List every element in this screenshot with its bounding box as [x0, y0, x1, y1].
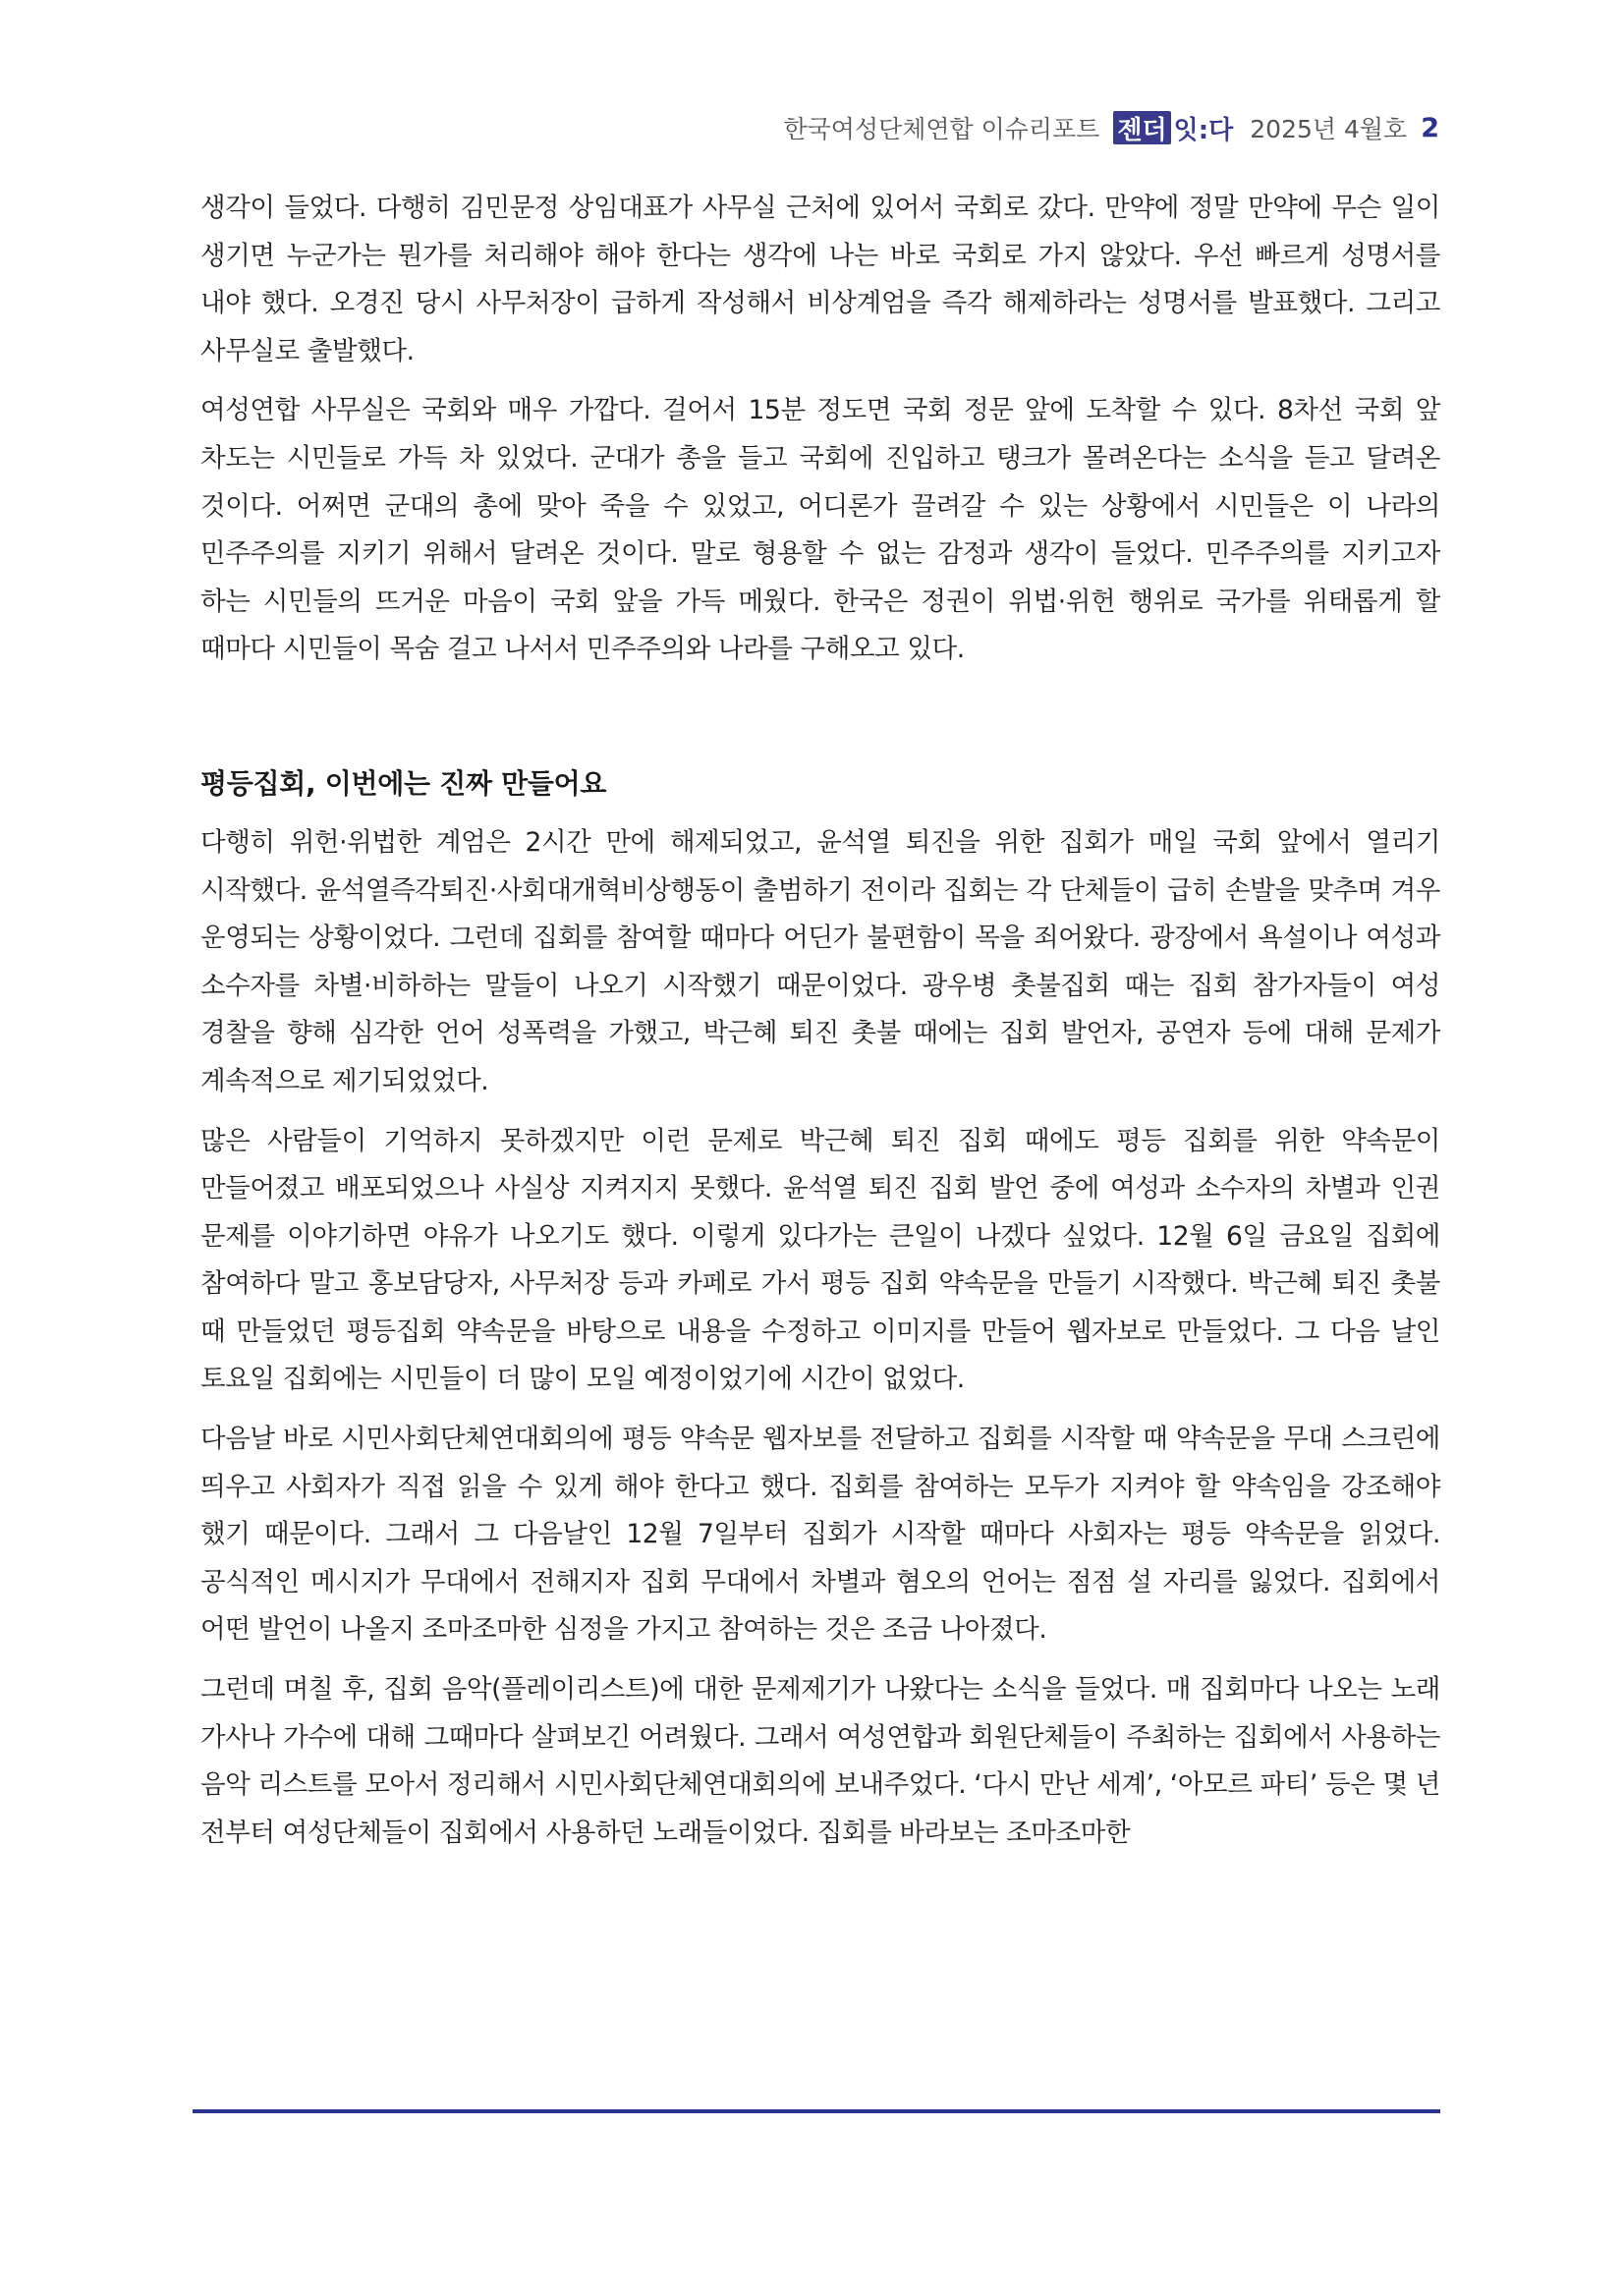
brand-logo	[1113, 111, 1236, 144]
section-heading: 평등집회, 이번에는 진짜 만들어요	[200, 766, 607, 800]
paragraph: 다음날 바로 시민사회단체연대회의에 평등 약속문 웹자보를 전달하고 집회를 시작할 때 약속문을 무대 스크린에 띄우고 사회자가 직접 읽을 수 있게 해야 한다고 했다. 집회를 참여하는 모두가 지켜야 할 약속임을 강조해야 했기 때문이다. 그래서 그 다음날인 12월 7일부터 집회가 시작할 때마다 사회자는 평등 약속문을 읽었다. 공식적인 메시지가 무대에서 전해지자 집회 무대에서 차별과 혐오의 언어는 점점 설 자리를 잃었다. 집회에서 어떤 발언이 나올지 조마조마한 심정을 가지고 참여하는 것은 조금 나아졌다.	[200, 1424, 1440, 1646]
paragraph: 많은 사람들이 기억하지 못하겠지만 이런 문제로 박근혜 퇴진 집회 때에도 평등 집회를 위한 약속문이 만들어졌고 배포되었으나 사실상 지켜지지 못했다. 윤석열 퇴진 집회 발언 중에 여성과 소수자의 차별과 인권 문제를 이야기하면 야유가 나오기도 했다. 이렇게 있다가는 큰일이 나겠다 싶었다. 12월 6일 금요일 집회에 참여하다 말고 홍보담당자, 사무처장 등과 카페로 가서 평등 집회 약속문을 만들기 시작했다. 박근혜 퇴진 촛불 때 만들었던 평등집회 약속문을 바탕으로 내용을 수정하고 이미지를 만들어 웹자보로 만들었다. 그 다음 날인 토요일 집회에는 시민들이 더 많이 모일 예정이었기에 시간이 없었다.	[200, 1125, 1440, 1395]
paragraph: 여성연합 사무실은 국회와 매우 가깝다. 걸어서 15분 정도면 국회 정문 앞에 도착할 수 있다. 8차선 국회 앞 차도는 시민들로 가득 차 있었다. 군대가 총을 들고 국회에 진입하고 탱크가 몰려온다는 소식을 듣고 달려온 것이다. 어쩌면 군대의 총에 맞아 죽을 수 있었고, 어디론가 끌려갈 수 있는 상황에서 시민들은 이 나라의 민주주의를 지키기 위해서 달려온 것이다. 말로 형용할 수 없는 감정과 생각이 들었다. 민주주의를 지키고자 하는 시민들의 뜨거운 마음이 국회 앞을 가득 메웠다. 한국은 정권이 위법·위헌 행위로 국가를 위태롭게 할 때마다 시민들이 목숨 걸고 나서서 민주주의와 나라를 구해오고 있다.	[200, 395, 1440, 665]
brand-logo-text: 잇:다	[1173, 115, 1234, 145]
brand-logo-box: 젠더	[1113, 111, 1170, 144]
page-number: 2	[1421, 112, 1439, 143]
issue-date: 2025년 4월호	[1250, 115, 1408, 143]
paragraph: 다행히 위헌·위법한 계엄은 2시간 만에 해제되었고, 윤석열 퇴진을 위한 집회가 매일 국회 앞에서 열리기 시작했다. 윤석열즉각퇴진·사회대개혁비상행동이 출범하기 전이라 집회는 각 단체들이 급히 손발을 맞추며 겨우 운영되는 상황이었다. 그런데 집회를 참여할 때마다 어딘가 불편함이 목을 죄어왔다. 광장에서 욕설이나 여성과 소수자를 차별·비하하는 말들이 나오기 시작했기 때문이었다. 광우병 촛불집회 때는 집회 참가자들이 여성 경찰을 향해 심각한 언어 성폭력을 가했고, 박근혜 퇴진 촛불 때에는 집회 발언자, 공연자 등에 대해 문제가 계속적으로 제기되었었다.	[200, 826, 1440, 1096]
paragraph: 생각이 들었다. 다행히 김민문정 상임대표가 사무실 근처에 있어서 국회로 갔다. 만약에 정말 만약에 무슨 일이 생기면 누군가는 뭔가를 처리해야 해야 한다는 생각에 나는 바로 국회로 가지 않았다. 우선 빠르게 성명서를 내야 했다. 오경진 당시 사무처장이 급하게 작성해서 비상계엄을 즉각 해제하라는 성명서를 발표했다. 그리고 사무실로 출발했다.	[200, 193, 1440, 366]
page-header	[783, 110, 1439, 145]
article-body	[200, 185, 1440, 1869]
footer-divider	[193, 2109, 1440, 2113]
publication-name: 한국여성단체연합 이슈리포트	[783, 115, 1100, 143]
paragraph: 그런데 며칠 후, 집회 음악(플레이리스트)에 대한 문제제기가 나왔다는 소식을 들었다. 매 집회마다 나오는 노래 가사나 가수에 대해 그때마다 살펴보긴 어려웠다. 그래서 여성연합과 회원단체들이 주최하는 집회에서 사용하는 음악 리스트를 모아서 정리해서 시민사회단체연대회의에 보내주었다. ‘다시 만난 세계’, ‘아모르 파티’ 등은 몇 년 전부터 여성단체들이 집회에서 사용하던 노래들이었다. 집회를 바라보는 조마조마한	[200, 1674, 1440, 1848]
